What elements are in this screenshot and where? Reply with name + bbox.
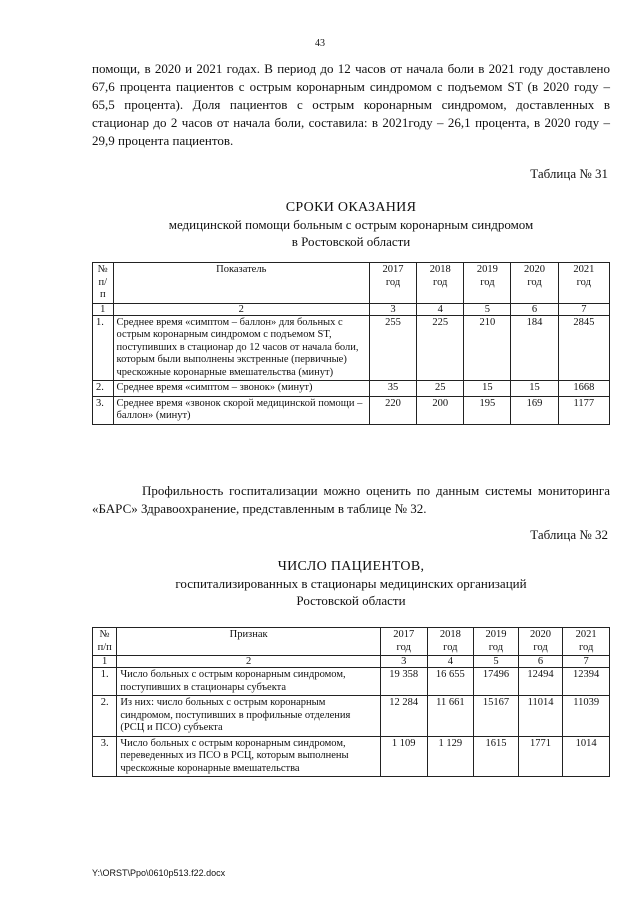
- row-num: 2.: [93, 696, 117, 737]
- row-value: 210: [464, 315, 511, 381]
- table-31: [92, 262, 610, 425]
- row-value: 15: [464, 381, 511, 397]
- table-31-header-row: [93, 263, 610, 304]
- index-cell: 2: [113, 303, 369, 315]
- table-32-title-block: [92, 558, 610, 609]
- header-year: 2020 год: [518, 628, 563, 656]
- header-year: 2018 год: [417, 263, 464, 304]
- row-value: 16 655: [427, 668, 474, 696]
- row-value: 12 284: [380, 696, 427, 737]
- table-31-index-row: [93, 303, 610, 315]
- row-num: 3.: [93, 736, 117, 777]
- row-value: 17496: [474, 668, 519, 696]
- index-cell: 4: [417, 303, 464, 315]
- row-value: 195: [464, 396, 511, 424]
- table-32-header-row: [93, 628, 610, 656]
- table-row: [93, 736, 610, 777]
- table-row: [93, 696, 610, 737]
- row-value: 11014: [518, 696, 563, 737]
- table-31-subtitle-2: в Ростовской области: [291, 234, 411, 249]
- row-value: 220: [369, 396, 416, 424]
- row-text: Среднее время «симптом – баллон» для больных с острым коронарным синдромом с подъемом ST, поступивших в стационар до 12 часов от начала боли, которым были выполнены экстренные (первичные) чрескожные коронарные вмешательства (минут): [113, 315, 369, 381]
- header-year: 2019 год: [464, 263, 511, 304]
- row-value: 1 109: [380, 736, 427, 777]
- index-cell: 1: [93, 303, 114, 315]
- row-num: 1.: [93, 668, 117, 696]
- row-text: Из них: число больных с острым коронарным синдромом, поступивших в профильные отделения (РСЦ и ПСО) субъекта: [117, 696, 381, 737]
- row-num: 2.: [93, 381, 114, 397]
- table-31-title: СРОКИ ОКАЗАНИЯ: [285, 200, 417, 215]
- header-year: 2021 год: [558, 263, 609, 304]
- row-value: 1771: [518, 736, 563, 777]
- header-year: 2018 год: [427, 628, 474, 656]
- table-31-title-block: [92, 199, 610, 250]
- index-cell: 3: [369, 303, 416, 315]
- row-value: 1668: [558, 381, 609, 397]
- row-value: 25: [417, 381, 464, 397]
- paragraph-hospitalization: Профильность госпитализации можно оценить по данным системы мониторинга «БАРС» Здравоохранение, представленным в таблице № 32.: [92, 483, 610, 516]
- table-31-subtitle-1: медицинской помощи больным с острым коронарным синдромом: [168, 217, 534, 232]
- row-num: 3.: [93, 396, 114, 424]
- table-31-label: Таблица № 31: [530, 166, 608, 181]
- index-cell: 5: [464, 303, 511, 315]
- header-num: № п/п: [93, 263, 114, 304]
- row-value: 15: [511, 381, 558, 397]
- table-row: [93, 668, 610, 696]
- table-32-subtitle-1: госпитализированных в стационары медицинских организаций: [175, 576, 527, 591]
- row-value: 184: [511, 315, 558, 381]
- row-value: 12494: [518, 668, 563, 696]
- row-value: 2845: [558, 315, 609, 381]
- table-row: [93, 396, 610, 424]
- row-text: Число больных с острым коронарным синдромом, переведенных из ПСО в РСЦ, которым выполнены чрескожные коронарные вмешательства: [117, 736, 381, 777]
- row-text: Среднее время «симптом – звонок» (минут): [113, 381, 369, 397]
- header-indicator: Признак: [117, 628, 381, 656]
- index-cell: 7: [558, 303, 609, 315]
- header-year: 2017 год: [369, 263, 416, 304]
- row-num: 1.: [93, 315, 114, 381]
- table-32-label: Таблица № 32: [530, 527, 608, 542]
- index-cell: 2: [117, 656, 381, 668]
- index-cell: 4: [427, 656, 474, 668]
- row-value: 1615: [474, 736, 519, 777]
- header-indicator: Показатель: [113, 263, 369, 304]
- row-text: Среднее время «звонок скорой медицинской помощи – баллон» (минут): [113, 396, 369, 424]
- row-value: 11039: [563, 696, 610, 737]
- row-value: 15167: [474, 696, 519, 737]
- header-num: № п/п: [93, 628, 117, 656]
- row-value: 11 661: [427, 696, 474, 737]
- row-value: 225: [417, 315, 464, 381]
- table-row: [93, 381, 610, 397]
- index-cell: 7: [563, 656, 610, 668]
- row-value: 200: [417, 396, 464, 424]
- row-value: 169: [511, 396, 558, 424]
- header-year: 2021 год: [563, 628, 610, 656]
- table-32-index-row: [93, 656, 610, 668]
- row-value: 1177: [558, 396, 609, 424]
- index-cell: 6: [511, 303, 558, 315]
- page-number: 43: [315, 38, 325, 49]
- row-value: 1 129: [427, 736, 474, 777]
- index-cell: 1: [93, 656, 117, 668]
- index-cell: 3: [380, 656, 427, 668]
- table-row: [93, 315, 610, 381]
- table-32-title: ЧИСЛО ПАЦИЕНТОВ,: [277, 559, 425, 574]
- row-value: 255: [369, 315, 416, 381]
- table-32: [92, 627, 610, 777]
- index-cell: 6: [518, 656, 563, 668]
- header-year: 2019 год: [474, 628, 519, 656]
- header-year: 2020 год: [511, 263, 558, 304]
- index-cell: 5: [474, 656, 519, 668]
- header-year: 2017 год: [380, 628, 427, 656]
- row-value: 19 358: [380, 668, 427, 696]
- row-text: Число больных с острым коронарным синдромом, поступивших в стационары субъекта: [117, 668, 381, 696]
- row-value: 1014: [563, 736, 610, 777]
- paragraph-intro: помощи, в 2020 и 2021 годах. В период до 12 часов от начала боли в 2021 году доставлено 67,6 процента пациентов с острым коронарным синдромом с подъемом ST (в 2020 году – 65,5 процента). Доля пациентов с острым коронарным синдромом, доставленных в стационар до 2 часов от начала боли, составила: в 2021году – 26,1 процента, в 2020 году – 29,9 процента пациентов.: [92, 61, 610, 148]
- footer-file-path: Y:\ORST\Ppo\0610p513.f22.docx: [92, 868, 226, 878]
- table-32-subtitle-2: Ростовской области: [296, 593, 406, 608]
- row-value: 12394: [563, 668, 610, 696]
- row-value: 35: [369, 381, 416, 397]
